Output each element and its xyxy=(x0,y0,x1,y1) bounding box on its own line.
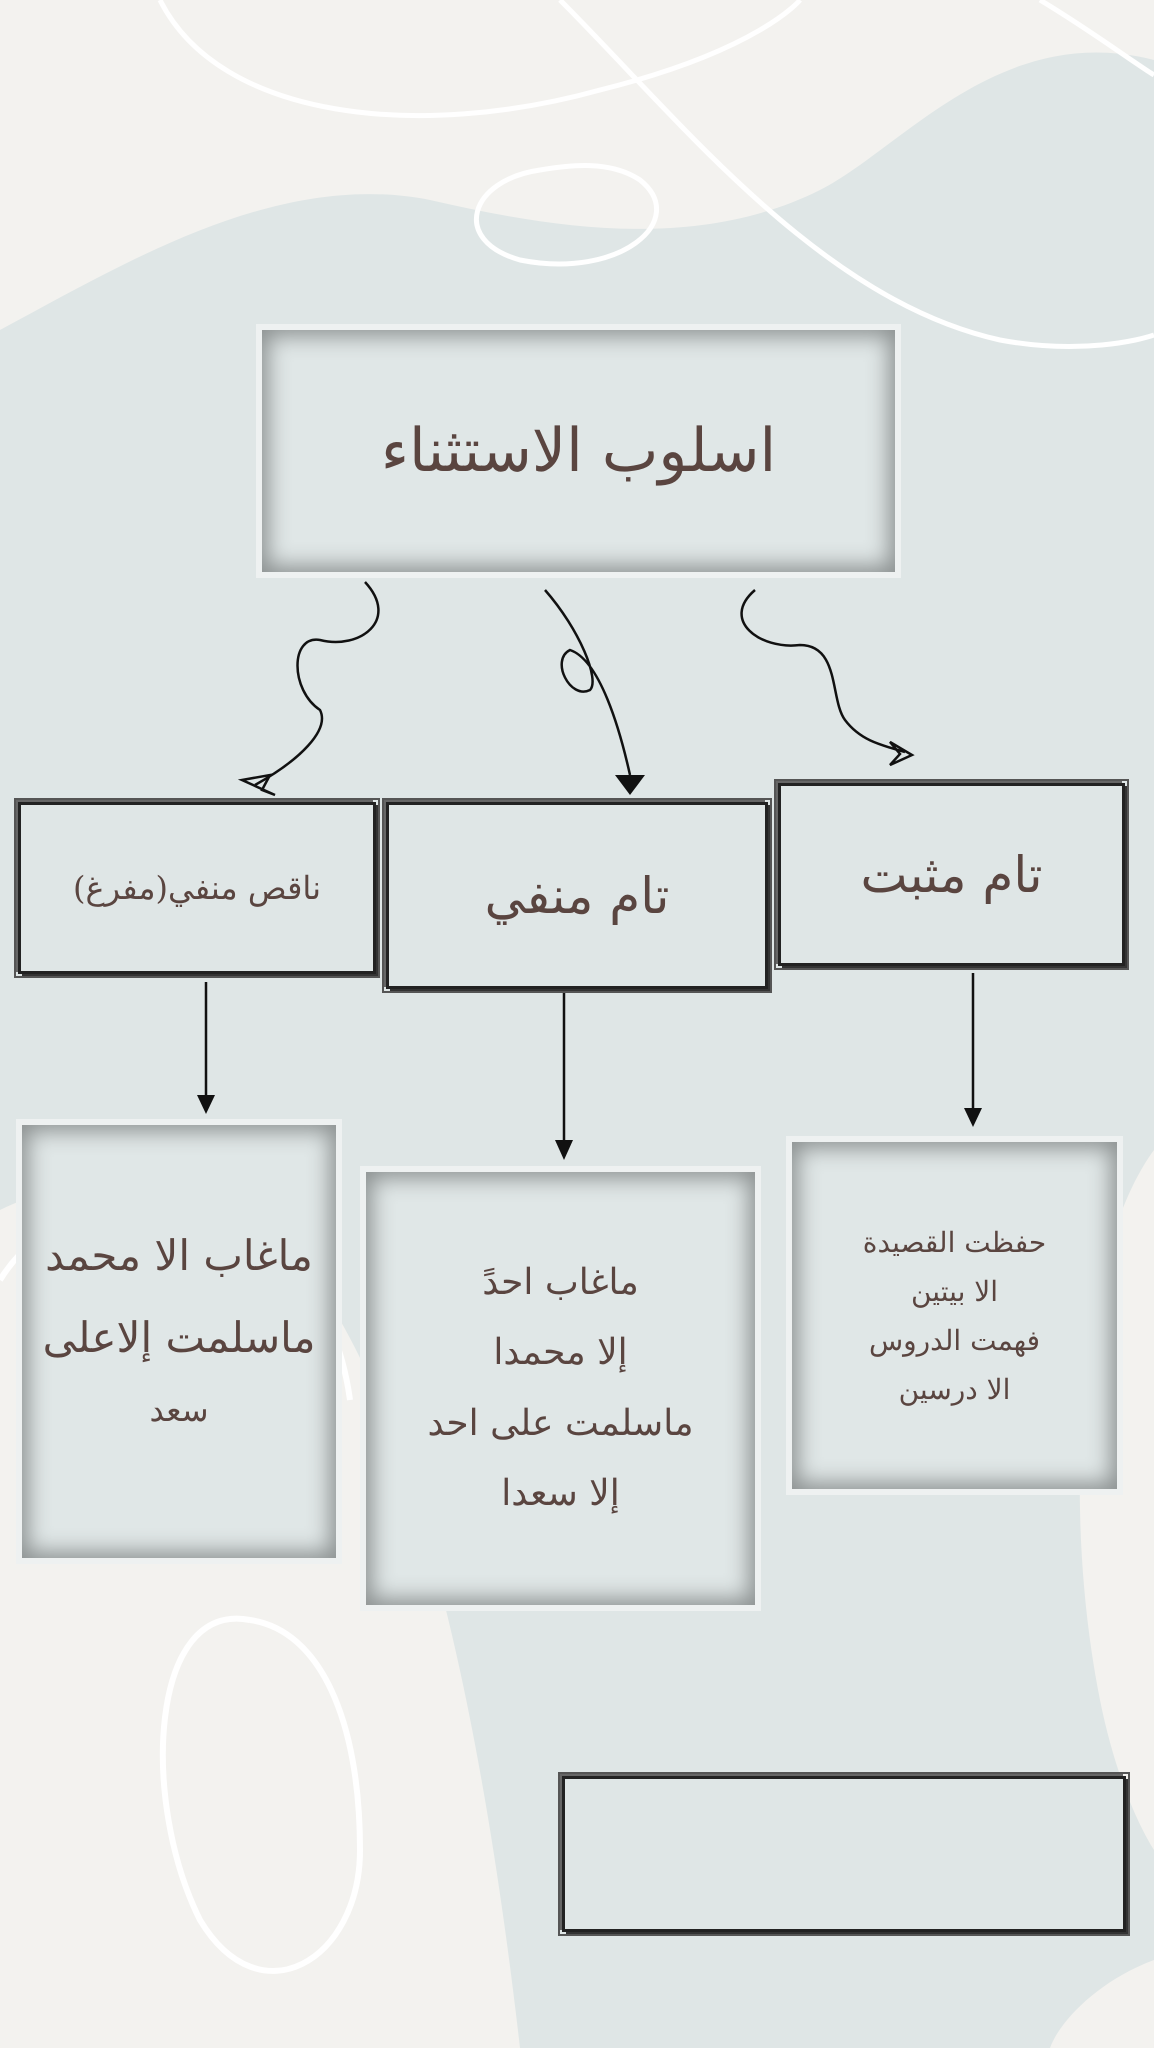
category-box-complete-affirmative xyxy=(778,783,1125,966)
example-box-incomplete-negative xyxy=(16,1119,342,1564)
example-line: ماغاب الا محمد xyxy=(45,1231,313,1280)
example-box-complete-affirmative xyxy=(786,1136,1123,1495)
example-line: ماسلمت على احد xyxy=(427,1402,694,1444)
example-line: حفظت القصيدة xyxy=(862,1225,1047,1259)
arrowhead-left xyxy=(242,775,275,795)
example-line: ماسلمت إلاعلى xyxy=(42,1312,316,1362)
arrowhead-down-middle xyxy=(555,1140,573,1160)
example-line: إلا سعدا xyxy=(501,1472,620,1514)
example-line: سعد xyxy=(149,1390,209,1429)
title-box xyxy=(256,324,901,578)
category-label: ناقص منفي(مفرغ) xyxy=(72,869,322,907)
example-line: الا بيتين xyxy=(910,1274,999,1308)
arrowhead-middle xyxy=(615,775,645,795)
category-box-complete-negative xyxy=(386,802,768,989)
category-label: تام منفي xyxy=(484,866,670,925)
example-line: فهمت الدروس xyxy=(868,1323,1041,1357)
curly-arrow-left xyxy=(255,582,378,785)
curly-arrow-right xyxy=(742,590,905,752)
arrowhead-right xyxy=(890,742,912,765)
arrowhead-down-left xyxy=(197,1095,215,1114)
example-line: الا درسين xyxy=(898,1372,1011,1406)
curly-arrow-middle xyxy=(545,590,630,775)
category-box-incomplete-negative xyxy=(18,802,376,974)
title-text: اسلوب الاستثناء xyxy=(380,416,777,486)
example-line: ماغاب احدً xyxy=(482,1262,639,1304)
example-line: إلا محمدا xyxy=(493,1332,628,1374)
empty-box xyxy=(562,1776,1126,1932)
category-label: تام مثبت xyxy=(860,845,1043,904)
arrowhead-down-right xyxy=(964,1108,982,1127)
example-box-complete-negative xyxy=(360,1166,761,1611)
